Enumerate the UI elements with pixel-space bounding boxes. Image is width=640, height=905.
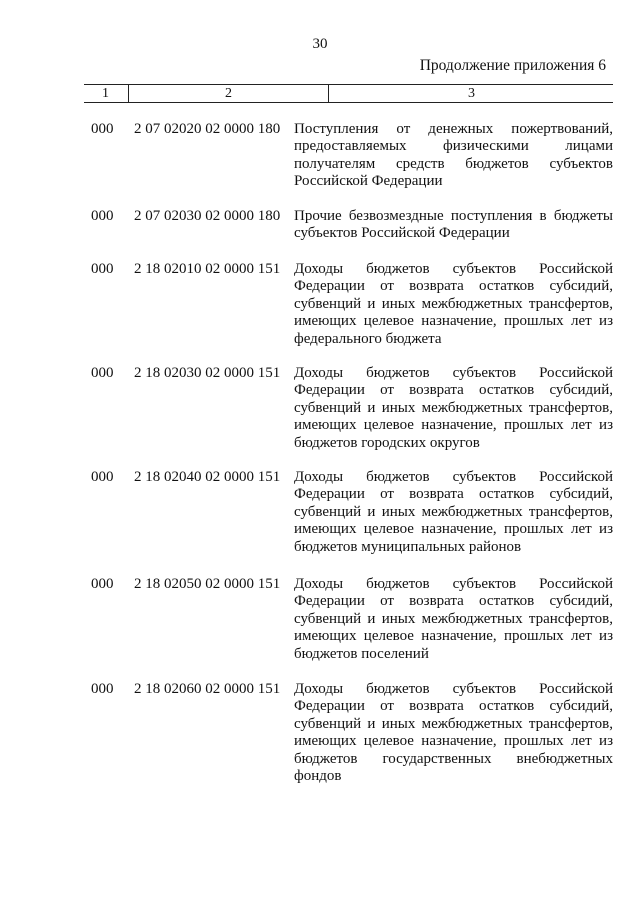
row-budget-code: 2 18 02050 02 0000 151 — [134, 576, 281, 592]
row-budget-code: 2 07 02030 02 0000 180 — [134, 208, 281, 224]
row-admin-code: 000 — [91, 576, 114, 592]
row-description: Доходы бюджетов субъектов Российской Федерации от возврата остатков субсидий, субвенций и иных межбюджетных трансфертов, имеющих целевое назначение, прошлых лет из бюджетов муниципальных районов — [294, 469, 613, 555]
page-number: 30 — [312, 36, 328, 52]
header-col-2: 2 — [128, 85, 328, 102]
row-description: Поступления от денежных пожертвований, предоставляемых физическими лицами получателям средств бюджетов субъектов Российской Федерации — [294, 121, 613, 190]
header-col-1: 1 — [102, 86, 109, 101]
table-header — [84, 84, 613, 103]
continuation-title: Продолжение приложения 6 — [419, 57, 606, 74]
row-description: Доходы бюджетов субъектов Российской Федерации от возврата остатков субсидий, субвенций и иных межбюджетных трансфертов, имеющих целевое назначение, прошлых лет из бюджетов государственных внебюджетных фондов — [294, 681, 613, 785]
row-admin-code: 000 — [91, 121, 114, 137]
row-admin-code: 000 — [91, 469, 114, 485]
row-description: Доходы бюджетов субъектов Российской Федерации от возврата остатков субсидий, субвенций и иных межбюджетных трансфертов, имеющих целевое назначение, прошлых лет из федерального бюджета — [294, 261, 613, 347]
row-admin-code: 000 — [91, 365, 114, 381]
row-admin-code: 000 — [91, 261, 114, 277]
row-admin-code: 000 — [91, 681, 114, 697]
row-description: Доходы бюджетов субъектов Российской Федерации от возврата остатков субсидий, субвенций и иных межбюджетных трансфертов, имеющих целевое назначение, прошлых лет из бюджетов городских округов — [294, 365, 613, 451]
row-admin-code: 000 — [91, 208, 114, 224]
row-budget-code: 2 18 02030 02 0000 151 — [134, 365, 281, 381]
header-col-3: 3 — [328, 85, 614, 102]
row-description: Доходы бюджетов субъектов Российской Федерации от возврата остатков субсидий, субвенций и иных межбюджетных трансфертов, имеющих целевое назначение, прошлых лет из бюджетов поселений — [294, 576, 613, 662]
row-budget-code: 2 18 02010 02 0000 151 — [134, 261, 281, 277]
row-budget-code: 2 18 02060 02 0000 151 — [134, 681, 281, 697]
row-description: Прочие безвозмездные поступления в бюджеты субъектов Российской Федерации — [294, 208, 613, 242]
row-budget-code: 2 07 02020 02 0000 180 — [134, 121, 281, 137]
row-budget-code: 2 18 02040 02 0000 151 — [134, 469, 281, 485]
